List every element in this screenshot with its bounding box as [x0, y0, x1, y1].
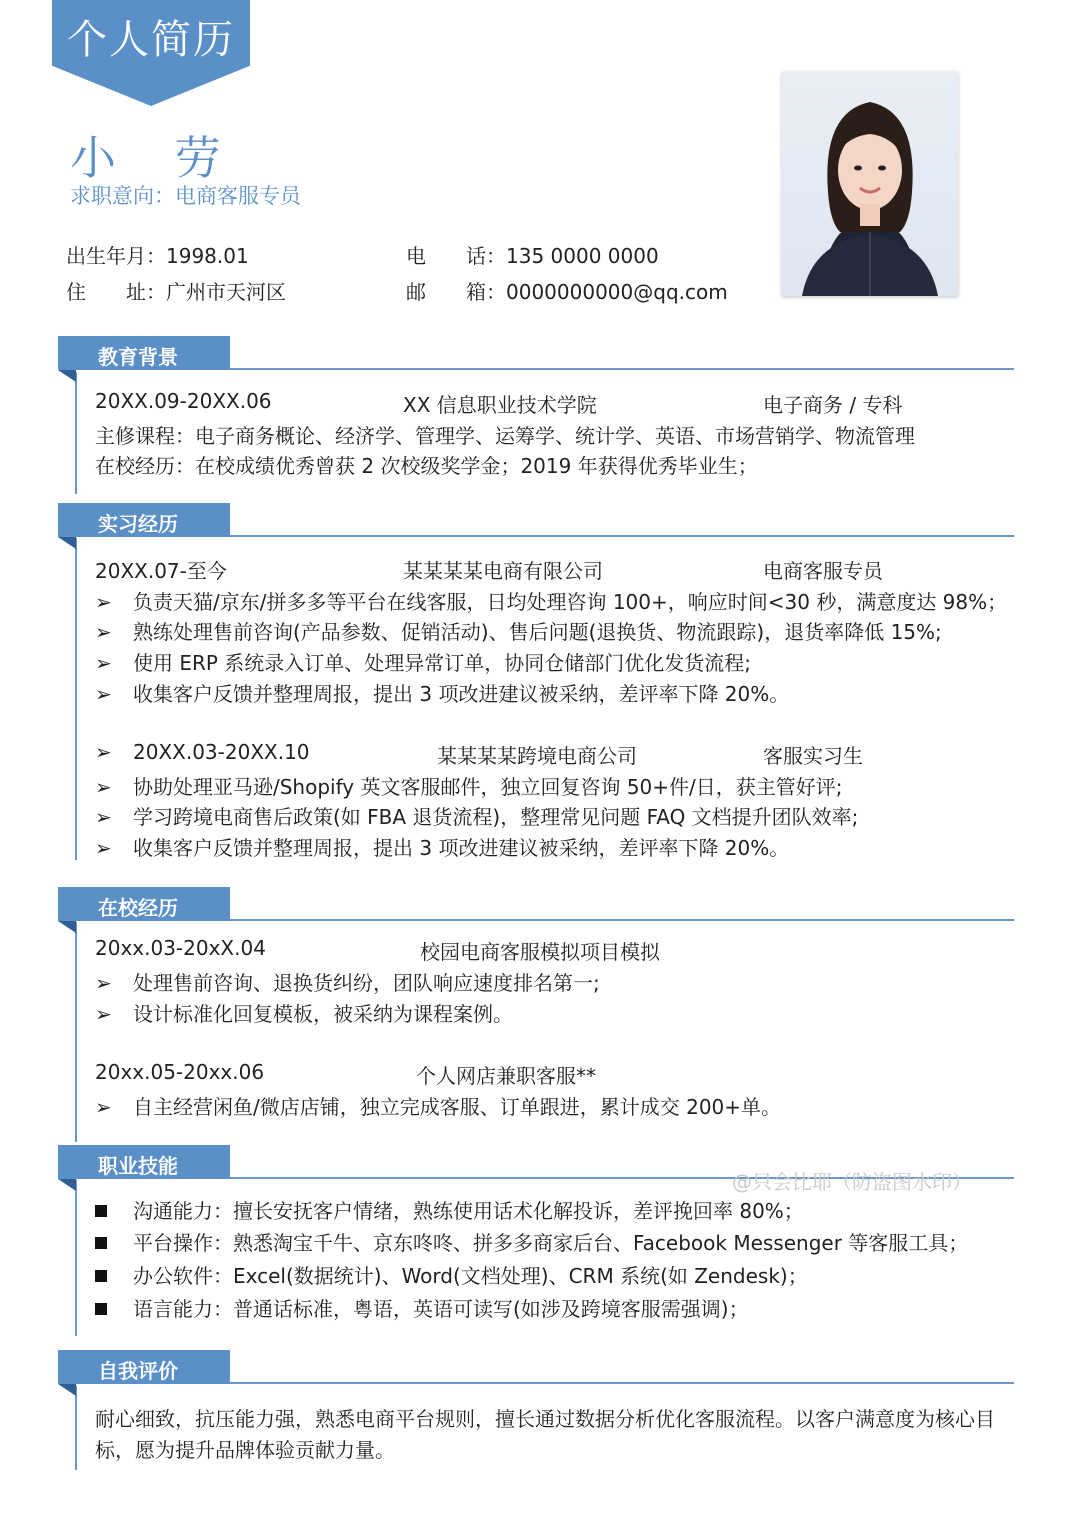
self-eval-line: 标，愿为提升品牌体验贡献力量。 [95, 1438, 395, 1462]
job1-role: 电商客服专员 [763, 559, 883, 583]
list-item: ➢ 设计标准化回复模板，被采纳为课程案例。 [95, 1002, 513, 1026]
job1-date: 20XX.07-至今 [95, 559, 227, 583]
section-fold [58, 370, 76, 382]
edu-school: XX 信息职业技术学院 [403, 393, 597, 417]
section-header-skills: 职业技能 [58, 1145, 230, 1179]
email-row: 邮 箱：0000000000@qq.com [406, 280, 728, 304]
list-item: ➢ 收集客户反馈并整理周报，提出 3 项改进建议被采纳，差评率下降 20%。 [95, 836, 790, 860]
section-rule [75, 538, 77, 860]
section-fold [58, 1384, 76, 1396]
section-rule [75, 1180, 77, 1336]
list-item: ➢ 收集客户反馈并整理周报，提出 3 项改进建议被采纳，差评率下降 20%。 [95, 682, 790, 706]
square-bullet-icon [95, 1303, 107, 1315]
section-rule [75, 372, 77, 494]
edu-major: 电子商务 / 专科 [763, 393, 903, 417]
square-bullet-icon [95, 1205, 107, 1217]
arrow-bullet-icon: ➢ [95, 1095, 112, 1119]
list-item: ➢ 熟练处理售前咨询(产品参数、促销活动)、售后问题(退换货、物流跟踪)，退货率降低 15%; [95, 620, 942, 644]
list-item: 平台操作：熟悉淘宝千牛、京东咚咚、拼多多商家后台、Facebook Messenger 等客服工具； [95, 1227, 968, 1256]
arrow-bullet-icon: ➢ [95, 651, 112, 675]
phone-row: 电 话：135 0000 0000 [406, 244, 659, 268]
edu-school-exp: 在校经历：在校成绩优秀曾获 2 次校级奖学金；2019 年获得优秀毕业生； [95, 454, 758, 478]
list-item: ➢ 处理售前咨询、退换货纠纷，团队响应速度排名第一; [95, 971, 600, 995]
list-item: ➢ 自主经营闲鱼/微店店铺，独立完成客服、订单跟进，累计成交 200+单。 [95, 1095, 782, 1119]
arrow-bullet-icon: ➢ [95, 775, 112, 799]
section-divider [230, 535, 1014, 537]
section-rule [75, 1386, 77, 1470]
edu-date: 20XX.09-20XX.06 [95, 389, 272, 413]
self-eval-line: 耐心细致，抗压能力强，熟悉电商平台规则，擅长通过数据分析优化客服流程。以客户满意度为核心目 [95, 1407, 995, 1431]
watermark: @只会比耶（防盗图水印） [732, 1170, 972, 1194]
list-item: ➢ 负责天猫/京东/拼多多等平台在线客服，日均处理咨询 100+，响应时间<30 秒，满意度达 98%； [95, 590, 1008, 614]
job2-company: 某某某某跨境电商公司 [437, 744, 637, 768]
arrow-bullet-icon: ➢ [95, 1002, 112, 1026]
section-header-internship: 实习经历 [58, 503, 230, 537]
resume-title: 个人简历 [67, 17, 235, 63]
email-value: 0000000000@qq.com [506, 280, 728, 304]
list-item: ➢ 协助处理亚马逊/Shopify 英文客服邮件，独立回复咨询 50+件/日，获主管好评; [95, 775, 843, 799]
address-row: 住 址：广州市天河区 [66, 280, 286, 304]
section-fold [58, 921, 76, 933]
arrow-bullet-icon: ➢ [95, 590, 112, 614]
square-bullet-icon [95, 1270, 107, 1282]
section-divider [230, 919, 1014, 921]
edu-courses: 主修课程：电子商务概论、经济学、管理学、运筹学、统计学、英语、市场营销学、物流管理 [95, 424, 915, 448]
section-rule [75, 922, 77, 1142]
list-item: ➢ 使用 ERP 系统录入订单、处理异常订单，协同仓储部门优化发货流程; [95, 651, 752, 675]
job-intent: 求职意向：电商客服专员 [70, 184, 301, 208]
birth-value: 1998.01 [166, 244, 249, 268]
section-header-self: 自我评价 [58, 1350, 230, 1384]
profile-photo [782, 72, 958, 296]
campus-p1-name: 校园电商客服模拟项目模拟 [420, 940, 660, 964]
job2-date: ➢ 20XX.03-20XX.10 [95, 740, 310, 764]
section-header-campus: 在校经历 [58, 887, 230, 921]
arrow-bullet-icon: ➢ [95, 740, 112, 764]
arrow-bullet-icon: ➢ [95, 971, 112, 995]
section-header-education: 教育背景 [58, 336, 230, 370]
job1-company: 某某某某电商有限公司 [403, 559, 603, 583]
candidate-name: 小 劳 [70, 131, 243, 185]
list-item: 沟通能力：擅长安抚客户情绪，熟练使用话术化解投诉，差评挽回率 80%； [95, 1195, 804, 1224]
campus-p2-name: 个人网店兼职客服** [416, 1064, 596, 1088]
section-fold [58, 1179, 76, 1191]
list-item: 语言能力：普通话标准，粤语，英语可读写(如涉及跨境客服需强调)； [95, 1293, 749, 1322]
phone-value: 135 0000 0000 [506, 244, 659, 268]
arrow-bullet-icon: ➢ [95, 620, 112, 644]
section-divider [230, 368, 1014, 370]
list-item: ➢ 学习跨境电商售后政策(如 FBA 退货流程)，整理常见问题 FAQ 文档提升团队效率; [95, 805, 859, 829]
birth-row: 出生年月：1998.01 [66, 244, 249, 268]
arrow-bullet-icon: ➢ [95, 836, 112, 860]
address-value: 广州市天河区 [166, 280, 286, 304]
campus-p2-date: 20xx.05-20xx.06 [95, 1060, 265, 1084]
list-item: 办公软件：Excel(数据统计)、Word(文档处理)、CRM 系统(如 Zendesk)； [95, 1260, 808, 1289]
arrow-bullet-icon: ➢ [95, 805, 112, 829]
arrow-bullet-icon: ➢ [95, 682, 112, 706]
job2-role: 客服实习生 [763, 744, 863, 768]
section-fold [58, 537, 76, 549]
campus-p1-date: 20xx.03-20xX.04 [95, 936, 266, 960]
section-divider [230, 1382, 1014, 1384]
square-bullet-icon [95, 1237, 107, 1249]
